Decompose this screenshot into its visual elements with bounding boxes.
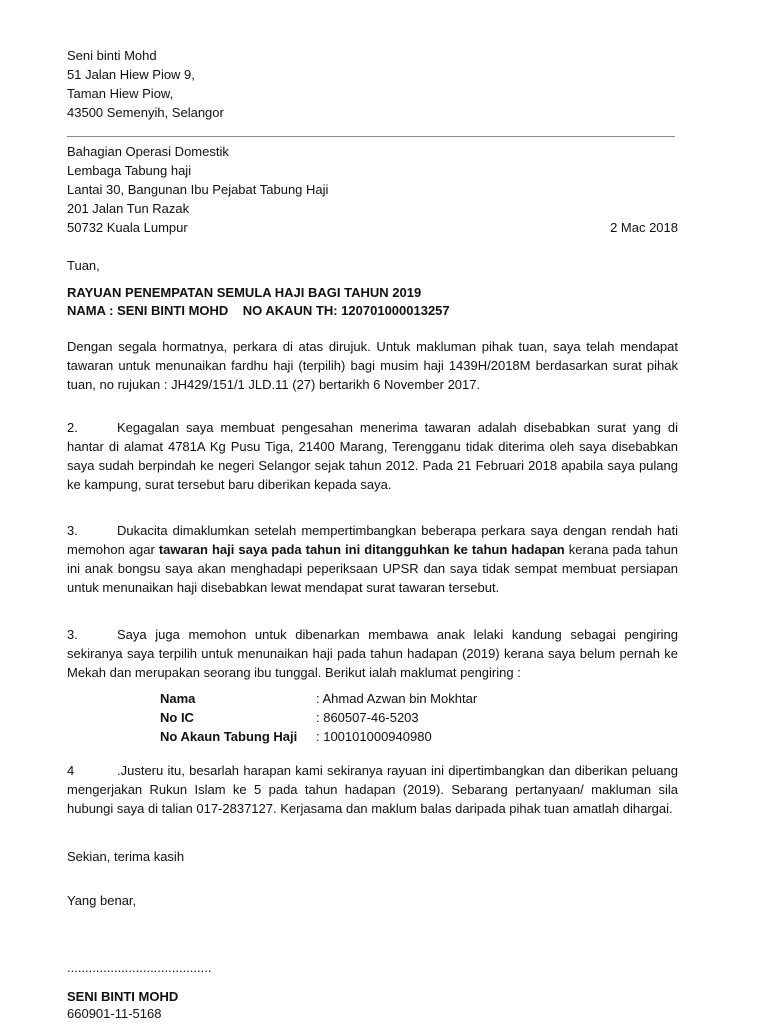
letter-date: 2 Mac 2018 [610,220,678,235]
sender-address [67,46,678,122]
recipient-line: Lantai 30, Bangunan Ibu Pejabat Tabung Haji [67,182,329,197]
subject-subheading: NAMA : SENI BINTI MOHD NO AKAUN TH: 120701000013257 [67,303,450,318]
paragraph-text: Kegagalan saya membuat pengesahan menerima tawaran adalah disebabkan surat yang di hantar di alamat 4781A Kg Pusu Tiga, 21400 Marang, Terengganu tidak diterima oleh saya disebabkan saya sudah berpindah ke negeri Selangor sejak tahun 2012. Pada 21 Februari 2018 apabila saya pulang ke kampung, surat tersebut baru diberikan kepada saya. [67,420,678,492]
signer-name: SENI BINTI MOHD [67,989,179,1004]
paragraph-text: kerana pada tahun ini anak bongsu saya akan menghadapi peperiksaan UPSR dan saya tidak sempat membuat persiapan untuk menunaikan haji disebabkan lewat mendapat surat tawaran tersebut. [67,542,678,595]
companion-row [160,727,477,746]
intro-paragraph: Dengan segala hormatnya, perkara di atas dirujuk. Untuk makluman pihak tuan, saya telah mendapat tawaran untuk menunaikan fardhu haji (terpilih) bagi musim haji 1439H/2018M berdasarkan surat pihak tuan, no rujukan : JH429/151/1 JLD.11 (27) bertarikh 6 November 2017. [67,339,678,392]
sender-address-line: Taman Hiew Piow, [67,86,174,101]
closing: Sekian, terima kasih [67,849,185,864]
companion-label: Nama [160,691,196,706]
sender-address-line: 43500 Semenyih, Selangor [67,105,224,120]
paragraph-5 [67,761,678,818]
paragraph-number: 2. [67,420,78,435]
paragraph-text: .Justeru itu, besarlah harapan kami sekiranya rayuan ini dipertimbangkan dan diberikan peluang mengerjakan Rukun Islam ke 5 pada tahun hadapan (2019). Sebarang pertanyaan/ makluman sila hubungi saya di talian 017-2837127. Kerjasama dan maklum balas daripada pihak tuan amatlah dihargai. [67,763,678,816]
companion-label: No Akaun Tabung Haji [160,729,298,744]
recipient-line: Bahagian Operasi Domestik [67,144,229,159]
companion-label: No IC [160,710,194,725]
sender-address-line: 51 Jalan Hiew Piow 9, [67,67,195,82]
signer-ic: 660901-11-5168 [67,1006,162,1021]
companion-row [160,708,477,727]
recipient-line: Lembaga Tabung haji [67,163,192,178]
companion-row [160,689,477,708]
subject-heading: RAYUAN PENEMPATAN SEMULA HAJI BAGI TAHUN 2019 [67,285,422,300]
salutation: Tuan, [67,258,100,273]
paragraph-number: 3. [67,627,78,642]
recipient-line: 201 Jalan Tun Razak [67,201,190,216]
separator-line [67,136,675,137]
paragraph-text: Dukacita dimaklumkan setelah mempertimbangkan beberapa perkara saya dengan rendah hati memohon agar [67,523,678,557]
paragraph-3 [67,521,678,597]
companion-value: : Ahmad Azwan bin Mokhtar [316,691,478,706]
sender-name: Seni binti Mohd [67,48,157,63]
paragraph-text: Saya juga memohon untuk dibenarkan membawa anak lelaki kandung sebagai pengiring sekiranya saya terpilih untuk menunaikan haji pada tahun hadapan (2019) kerana saya belum pernah ke Mekah dan merupakan seorang ibu tunggal. Berikut ialah maklumat pengiring : [67,627,678,680]
companion-value: : 100101000940980 [316,729,432,744]
yang-benar: Yang benar, [67,893,137,908]
recipient-line: 50732 Kuala Lumpur [67,220,188,235]
paragraph-emphasis: tawaran haji saya pada tahun ini ditangguhkan ke tahun hadapan [158,542,565,557]
companion-value: : 860507-46-5203 [316,710,419,725]
paragraph-2 [67,418,678,494]
paragraph-number: 3. [67,523,78,538]
signature-line: ........................................ [67,960,212,975]
paragraph-number: 4 [67,763,75,778]
paragraph-4 [67,625,678,682]
companion-info [160,689,477,746]
